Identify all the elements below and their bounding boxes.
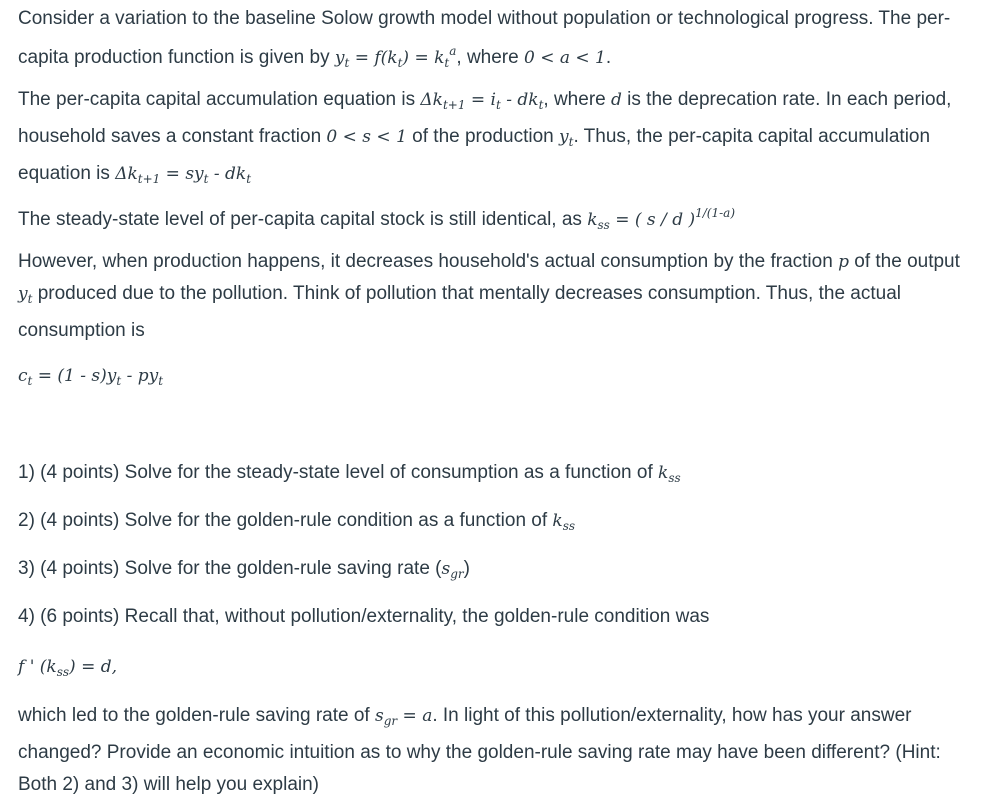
closing-paragraph: which led to the golden-rule saving rate of $s_{gr} = a$. In light of this pollution/externality, how has your answer changed? Provide an economic intuition as to why the golden-rule saving rate may have been different? (Hint: Both 2) and 3) will help you explain): [18, 705, 941, 795]
accumulation-equation-savings: $\Delta k_{t+1} = sy_t - dk_t$: [115, 164, 252, 186]
intro-paragraph: Consider a variation to the baseline Solow growth model without population or technological progress. The per-capita production function is given by $y_t = f(k_t) = k_t^a$, where 0 < a < 1.: [18, 8, 951, 70]
question-3: 3) (4 points) Solve for the golden-rule saving rate $(s_{gr})$: [18, 558, 470, 581]
question-2: 2) (4 points) Solve for the golden-rule condition as a function of $k_{ss}$: [18, 510, 576, 533]
accumulation-equation: $\Delta k_{t+1} = i_t - dk_t$: [420, 90, 544, 112]
alpha-condition: 0 < a < 1: [523, 48, 606, 68]
question-1: 1) (4 points) Solve for the steady-state level of consumption as a function of $k_{ss}$: [18, 462, 681, 485]
intro-text: Consider a variation to the baseline Solow growth model without population or technological progress. The per-capita production function is given by: [18, 8, 951, 68]
accumulation-paragraph: The per-capita capital accumulation equation is $\Delta k_{t+1} = i_t - dk_t$, where d is the deprecation rate. In each period, household saves a constant fraction 0 < s < 1 of the production $y_t$. Thus, the per-capita capital accumulation equation is $\Delta k_{t+1} = sy_t - dk_t$: [18, 89, 952, 186]
question-4: 4) (6 points) Recall that, without pollution/externality, the golden-rule condition was: [18, 606, 710, 627]
steady-state-paragraph: The steady-state level of per-capita capital stock is still identical, as $k_{ss}$ = ( s / d )$^{1/(1-a)}$: [18, 206, 735, 232]
golden-rule-condition: f ' $(k_{ss}) = d$,: [18, 657, 118, 679]
steady-state-equation: $k_{ss}$ = ( s / d )$^{1/(1-a)}$: [587, 206, 735, 232]
savings-condition: 0 < s < 1: [326, 127, 407, 147]
production-function: $y_t = f(k_t) = k_t^a$: [334, 44, 457, 70]
pollution-paragraph: However, when production happens, it decreases household's actual consumption by the fraction p of the output $y_t$ produced due to the pollution. Think of pollution that mentally decreases consumption. Thus, the actual consumption is: [18, 251, 960, 341]
consumption-equation: $c_t = (1 - s)y_t - py_t$: [18, 366, 164, 388]
